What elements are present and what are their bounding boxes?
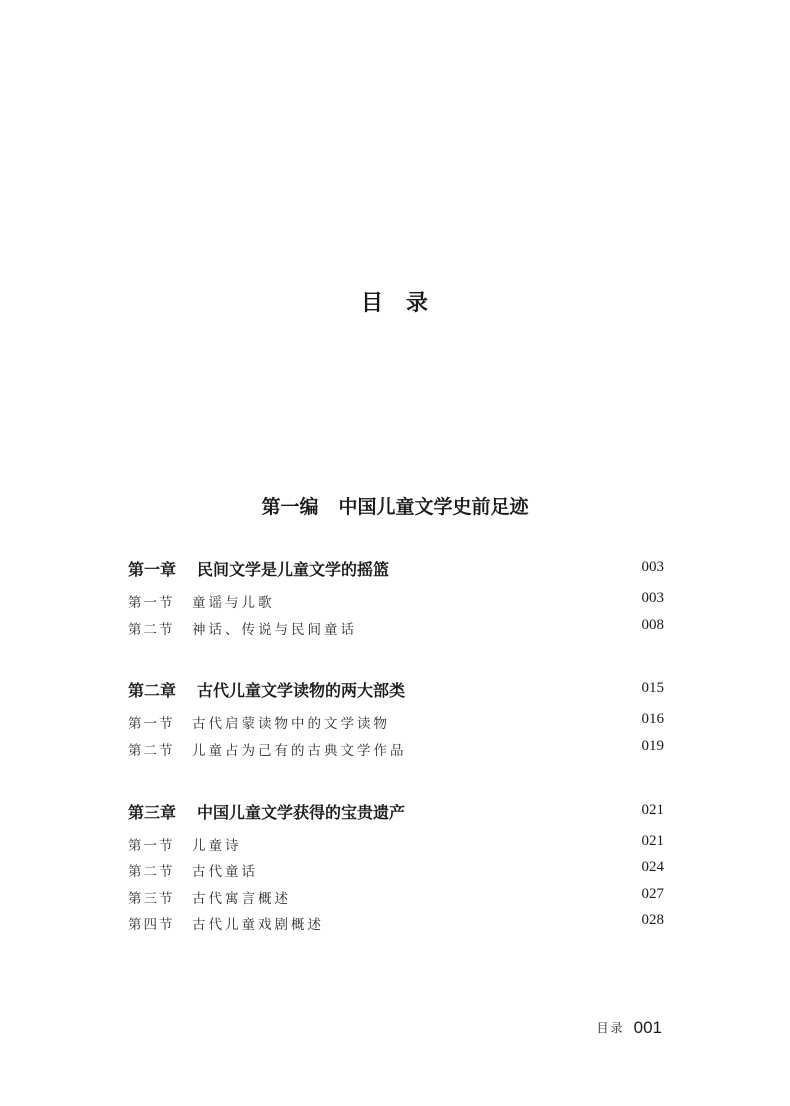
chapter-page: 021 <box>641 802 664 818</box>
page-footer <box>597 1017 662 1038</box>
chapter-number: 第三章 <box>128 803 177 822</box>
part-name: 中国儿童文学史前足迹 <box>338 496 529 518</box>
section-number: 第三节 <box>128 891 175 907</box>
chapter-number: 第一章 <box>128 560 177 579</box>
section-page: 016 <box>641 711 664 727</box>
section-number: 第四节 <box>128 917 175 933</box>
section-entry[interactable] <box>128 618 664 638</box>
section-title: 古代儿童戏剧概述 <box>192 917 324 933</box>
section-page: 003 <box>641 590 664 606</box>
chapter-page: 003 <box>641 559 664 575</box>
page-title-right: 录 <box>406 290 430 316</box>
section-entry[interactable] <box>128 887 664 907</box>
page-title <box>0 286 790 317</box>
section-entry[interactable] <box>128 712 664 732</box>
section-number: 第一节 <box>128 838 175 854</box>
section-entry[interactable] <box>128 739 664 759</box>
section-page: 024 <box>641 859 664 875</box>
section-number: 第一节 <box>128 595 175 611</box>
section-page: 028 <box>641 912 664 928</box>
section-title: 古代寓言概述 <box>192 891 291 907</box>
section-page: 008 <box>641 617 664 633</box>
section-number: 第二节 <box>128 864 175 880</box>
section-number: 第二节 <box>128 743 175 759</box>
section-entry[interactable] <box>128 860 664 880</box>
chapter-number: 第二章 <box>128 681 177 700</box>
section-title: 古代启蒙读物中的文学读物 <box>192 716 390 732</box>
page-title-left: 目 <box>360 290 384 316</box>
section-page: 019 <box>641 738 664 754</box>
chapter-title: 民间文学是儿童文学的摇篮 <box>197 560 390 579</box>
chapter-entry[interactable] <box>128 678 664 702</box>
section-entry[interactable] <box>128 913 664 933</box>
chapter-page: 015 <box>641 680 664 696</box>
section-page: 021 <box>641 833 664 849</box>
part-title <box>0 492 790 519</box>
footer-label: 目录 <box>596 1021 625 1035</box>
section-title: 童谣与儿歌 <box>192 595 275 611</box>
chapter-title: 中国儿童文学获得的宝贵遗产 <box>197 803 406 822</box>
section-number: 第一节 <box>128 716 175 732</box>
section-title: 儿童诗 <box>192 838 242 854</box>
section-page: 027 <box>641 886 664 902</box>
section-number: 第二节 <box>128 622 175 638</box>
section-entry[interactable] <box>128 834 664 854</box>
section-title: 古代童话 <box>192 864 258 880</box>
section-entry[interactable] <box>128 591 664 611</box>
part-label: 第一编 <box>261 496 319 518</box>
footer-page-number: 001 <box>633 1017 662 1037</box>
chapter-title: 古代儿童文学读物的两大部类 <box>197 681 406 700</box>
chapter-entry[interactable] <box>128 557 664 581</box>
section-title: 儿童占为己有的古典文学作品 <box>192 743 407 759</box>
chapter-entry[interactable] <box>128 800 664 824</box>
section-title: 神话、传说与民间童话 <box>192 622 357 638</box>
